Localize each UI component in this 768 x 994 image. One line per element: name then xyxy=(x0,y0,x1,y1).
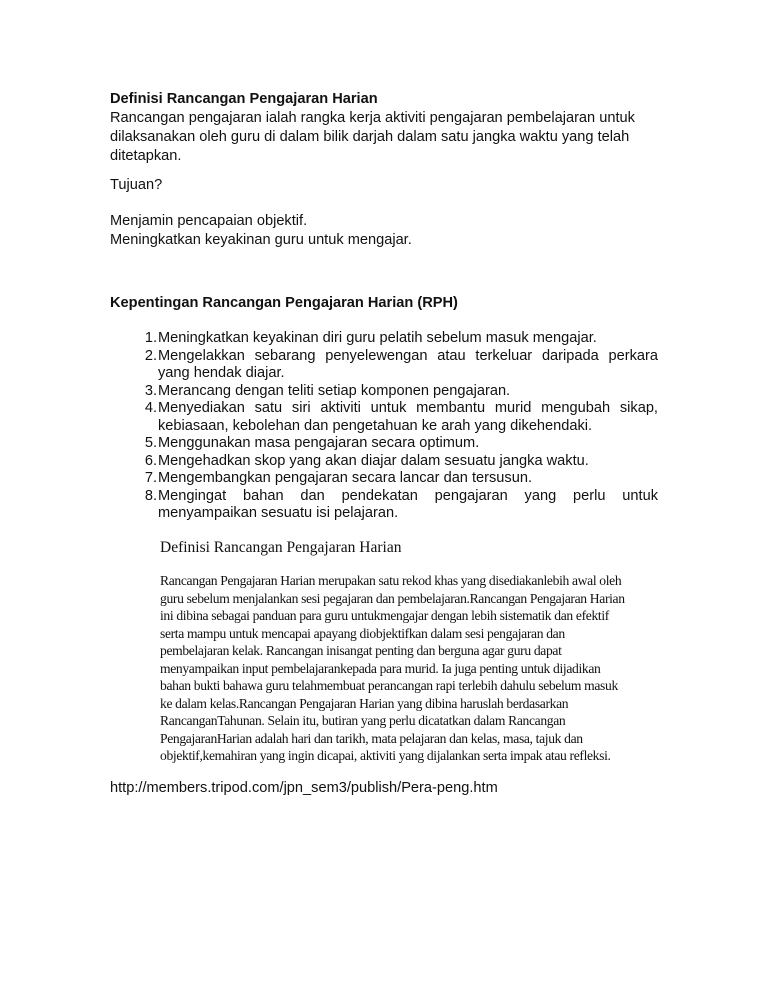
list-number: 4. xyxy=(144,400,157,416)
goal-item: Meningkatkan keyakinan guru untuk mengajar. xyxy=(110,232,412,248)
list-text: Menggunakan masa pengajaran secara optimum. xyxy=(158,435,480,451)
purpose-question: Tujuan? xyxy=(110,177,163,193)
quote-line: PengajaranHarian adalah hari dan tarikh, mata pelajaran dan kelas, masa, tajuk dan xyxy=(160,730,583,746)
list-item xyxy=(110,488,658,523)
definition-heading: Definisi Rancangan Pengajaran Harian xyxy=(110,91,378,107)
quote-line: ke dalam kelas.Rancangan Pengajaran Harian yang dibina haruslah berdasarkan xyxy=(160,695,569,711)
list-number: 6. xyxy=(144,452,157,469)
quote-heading: Definisi Rancangan Pengajaran Harian xyxy=(160,539,402,556)
list-text: Mengelakkan sebarang penyelewengan atau terkeluar daripada perkara yang hendak diajar. xyxy=(158,347,658,381)
importance-list xyxy=(110,330,658,523)
goals-list xyxy=(110,212,658,250)
quote-line: serta mampu untuk mencapai apayang diobjektifkan dalam sesi pengajaran dan xyxy=(160,625,565,641)
importance-heading: Kepentingan Rancangan Pengajaran Harian (RPH) xyxy=(110,295,458,311)
quote-line: Rancangan Pengajaran Harian merupakan satu rekod khas yang disediakanlebih awal oleh xyxy=(160,573,622,588)
list-item xyxy=(110,453,658,471)
quote-line: bahan bukti bahawa guru telahmembuat perancangan rapi terlebih dahulu sebelum masuk xyxy=(160,678,618,693)
list-text: Merancang dengan teliti setiap komponen pengajaran. xyxy=(158,382,511,399)
list-text: Mengembangkan pengajaran secara lancar dan tersusun. xyxy=(158,470,533,486)
quote-line: pembelajaran kelak. Rancangan inisangat penting dan berguna agar guru dapat xyxy=(160,643,562,658)
list-number: 3. xyxy=(144,382,157,399)
quote-line: objektif,kemahiran yang ingin dicapai, aktiviti yang dijalankan serta impak atau refleksi. xyxy=(160,748,611,763)
list-item xyxy=(110,383,658,401)
definition-section xyxy=(110,90,658,166)
list-text: Mengingat bahan dan pendekatan pengajaran yang perlu untuk menyampaikan sesuatu isi pelajaran. xyxy=(158,487,658,521)
list-text: Mengehadkan skop yang akan diajar dalam sesuatu jangka waktu. xyxy=(158,452,589,469)
list-text: Menyediakan satu siri aktiviti untuk membantu murid mengubah sikap, kebiasaan, kebolehan dan pengetahuan ke arah yang dikehendaki. xyxy=(158,400,658,434)
definition-body: Rancangan pengajaran ialah rangka kerja aktiviti pengajaran pembelajaran untuk dilaksanakan oleh guru di dalam bilik darjah dalam satu jangka waktu yang telah ditetapkan. xyxy=(110,110,635,164)
quote-body xyxy=(160,572,652,765)
list-text: Meningkatkan keyakinan diri guru pelatih sebelum masuk mengajar. xyxy=(158,330,597,346)
list-item xyxy=(110,400,658,435)
quote-line: guru sebelum menjalankan sesi pegajaran dan pembelajaran.Rancangan Pengajaran Harian xyxy=(160,590,625,606)
source-url: http://members.tripod.com/jpn_sem3/publish/Pera-peng.htm xyxy=(110,780,498,796)
list-number: 1. xyxy=(144,330,157,346)
list-number: 2. xyxy=(144,347,157,364)
list-item xyxy=(110,330,658,348)
goal-item: Menjamin pencapaian objektif. xyxy=(110,213,308,229)
list-number: 8. xyxy=(144,487,157,504)
list-number: 5. xyxy=(144,435,157,451)
quote-line: RancanganTahunan. Selain itu, butiran yang perlu dicatatkan dalam Rancangan xyxy=(160,713,566,728)
quote-line: menyampaikan input pembelajarankepada para murid. Ia juga penting untuk dijadikan xyxy=(160,660,601,676)
list-item xyxy=(110,435,658,453)
quote-line: ini dibina sebagai panduan para guru untukmengajar dengan lebih sistematik dan efektif xyxy=(160,608,609,623)
list-number: 7. xyxy=(144,470,157,486)
list-item xyxy=(110,348,658,383)
list-item xyxy=(110,470,658,488)
